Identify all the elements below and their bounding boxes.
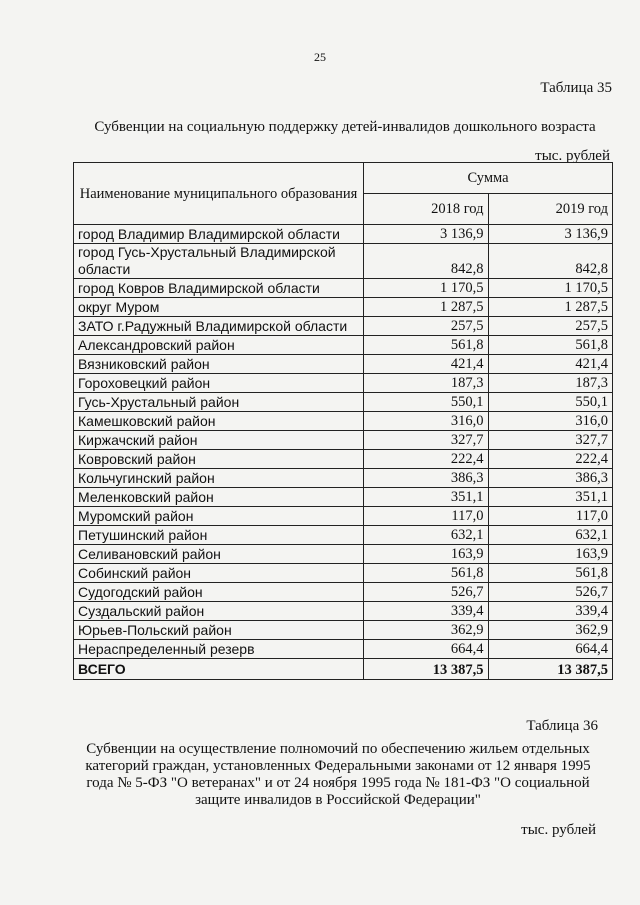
row-value-2019: 842,8 <box>488 244 612 279</box>
row-name: Суздальский район <box>74 602 364 621</box>
table-36-caption-line: категорий граждан, установленных Федеральными законами от 12 января 1995 <box>85 758 591 774</box>
row-name: Александровский район <box>74 336 364 355</box>
row-value-2018: 664,4 <box>364 640 488 659</box>
row-value-2018: 327,7 <box>364 431 488 450</box>
row-value-2019: 339,4 <box>488 602 612 621</box>
row-name: город Гусь-Хрустальный Владимирской области <box>74 244 364 279</box>
total-label: ВСЕГО <box>74 659 364 680</box>
row-name: город Владимир Владимирской области <box>74 225 364 244</box>
table-row <box>74 393 613 412</box>
row-value-2018: 362,9 <box>364 621 488 640</box>
table-row <box>74 640 613 659</box>
row-name: Кольчугинский район <box>74 469 364 488</box>
row-name: Ковровский район <box>74 450 364 469</box>
table-row <box>74 355 613 374</box>
table-row <box>74 336 613 355</box>
total-2019: 13 387,5 <box>488 659 612 680</box>
page-number: 25 <box>314 50 326 64</box>
row-value-2018: 351,1 <box>364 488 488 507</box>
row-value-2018: 163,9 <box>364 545 488 564</box>
row-value-2019: 664,4 <box>488 640 612 659</box>
row-name: Петушинский район <box>74 526 364 545</box>
row-value-2019: 351,1 <box>488 488 612 507</box>
row-value-2019: 1 287,5 <box>488 298 612 317</box>
header-sum: Сумма <box>364 163 613 194</box>
table-35-label: Таблица 35 <box>540 80 612 96</box>
row-name: Селивановский район <box>74 545 364 564</box>
row-name: Судогодский район <box>74 583 364 602</box>
row-name: Камешковский район <box>74 412 364 431</box>
row-name: Муромский район <box>74 507 364 526</box>
header-name: Наименование муниципального образования <box>74 163 364 225</box>
table-row <box>74 621 613 640</box>
table-36-units: тыс. рублей <box>521 822 596 838</box>
row-value-2019: 632,1 <box>488 526 612 545</box>
row-value-2019: 362,9 <box>488 621 612 640</box>
table-36-label: Таблица 36 <box>526 718 598 734</box>
table-row <box>74 244 613 279</box>
table-row <box>74 545 613 564</box>
table-row <box>74 225 613 244</box>
row-value-2019: 222,4 <box>488 450 612 469</box>
row-value-2019: 1 170,5 <box>488 279 612 298</box>
row-value-2018: 257,5 <box>364 317 488 336</box>
row-value-2018: 117,0 <box>364 507 488 526</box>
row-value-2019: 561,8 <box>488 564 612 583</box>
table-36-caption-line: защите инвалидов в Российской Федерации" <box>195 792 481 808</box>
row-value-2019: 526,7 <box>488 583 612 602</box>
row-name: ЗАТО г.Радужный Владимирской области <box>74 317 364 336</box>
row-value-2019: 386,3 <box>488 469 612 488</box>
table-row <box>74 507 613 526</box>
row-name: Вязниковский район <box>74 355 364 374</box>
table-row <box>74 488 613 507</box>
row-value-2019: 550,1 <box>488 393 612 412</box>
row-value-2018: 421,4 <box>364 355 488 374</box>
table-row <box>74 279 613 298</box>
row-value-2018: 1 170,5 <box>364 279 488 298</box>
row-name: Юрьев-Польский район <box>74 621 364 640</box>
row-name: Киржачский район <box>74 431 364 450</box>
table-36-caption-line: Субвенции на осуществление полномочий по обеспечению жильем отдельных <box>86 741 590 757</box>
table-35 <box>73 162 613 680</box>
table-36-caption-line: года № 5-ФЗ "О ветеранах" и от 24 ноября 1995 года № 181-ФЗ "О социальной <box>86 775 590 791</box>
row-value-2018: 526,7 <box>364 583 488 602</box>
row-value-2019: 316,0 <box>488 412 612 431</box>
row-value-2018: 842,8 <box>364 244 488 279</box>
table-row <box>74 317 613 336</box>
row-value-2019: 421,4 <box>488 355 612 374</box>
row-value-2018: 187,3 <box>364 374 488 393</box>
header-year-2019: 2019 год <box>488 194 612 225</box>
row-value-2019: 327,7 <box>488 431 612 450</box>
row-value-2018: 561,8 <box>364 336 488 355</box>
row-value-2019: 187,3 <box>488 374 612 393</box>
total-row <box>74 659 613 680</box>
table-row <box>74 469 613 488</box>
row-value-2018: 561,8 <box>364 564 488 583</box>
row-name: Нераспределенный резерв <box>74 640 364 659</box>
row-name: Гусь-Хрустальный район <box>74 393 364 412</box>
row-name: Гороховецкий район <box>74 374 364 393</box>
row-value-2018: 550,1 <box>364 393 488 412</box>
total-2018: 13 387,5 <box>364 659 488 680</box>
row-value-2019: 117,0 <box>488 507 612 526</box>
table-row <box>74 298 613 317</box>
row-value-2019: 3 136,9 <box>488 225 612 244</box>
row-value-2019: 257,5 <box>488 317 612 336</box>
row-value-2019: 561,8 <box>488 336 612 355</box>
row-value-2018: 1 287,5 <box>364 298 488 317</box>
row-value-2018: 222,4 <box>364 450 488 469</box>
table-row <box>74 526 613 545</box>
table-36-caption <box>68 741 608 809</box>
table-row <box>74 602 613 621</box>
header-year-2018: 2018 год <box>364 194 488 225</box>
table-row <box>74 450 613 469</box>
table-35-units: тыс. рублей <box>535 148 610 164</box>
row-name: Меленковский район <box>74 488 364 507</box>
row-value-2018: 339,4 <box>364 602 488 621</box>
table-row <box>74 431 613 450</box>
row-value-2018: 386,3 <box>364 469 488 488</box>
table-row <box>74 583 613 602</box>
table-35-caption: Субвенции на социальную поддержку детей-инвалидов дошкольного возраста <box>94 119 596 135</box>
row-name: Собинский район <box>74 564 364 583</box>
row-value-2018: 3 136,9 <box>364 225 488 244</box>
row-name: округ Муром <box>74 298 364 317</box>
table-row <box>74 412 613 431</box>
row-value-2019: 163,9 <box>488 545 612 564</box>
table-row <box>74 564 613 583</box>
table-row <box>74 374 613 393</box>
row-value-2018: 316,0 <box>364 412 488 431</box>
row-name: город Ковров Владимирской области <box>74 279 364 298</box>
row-value-2018: 632,1 <box>364 526 488 545</box>
